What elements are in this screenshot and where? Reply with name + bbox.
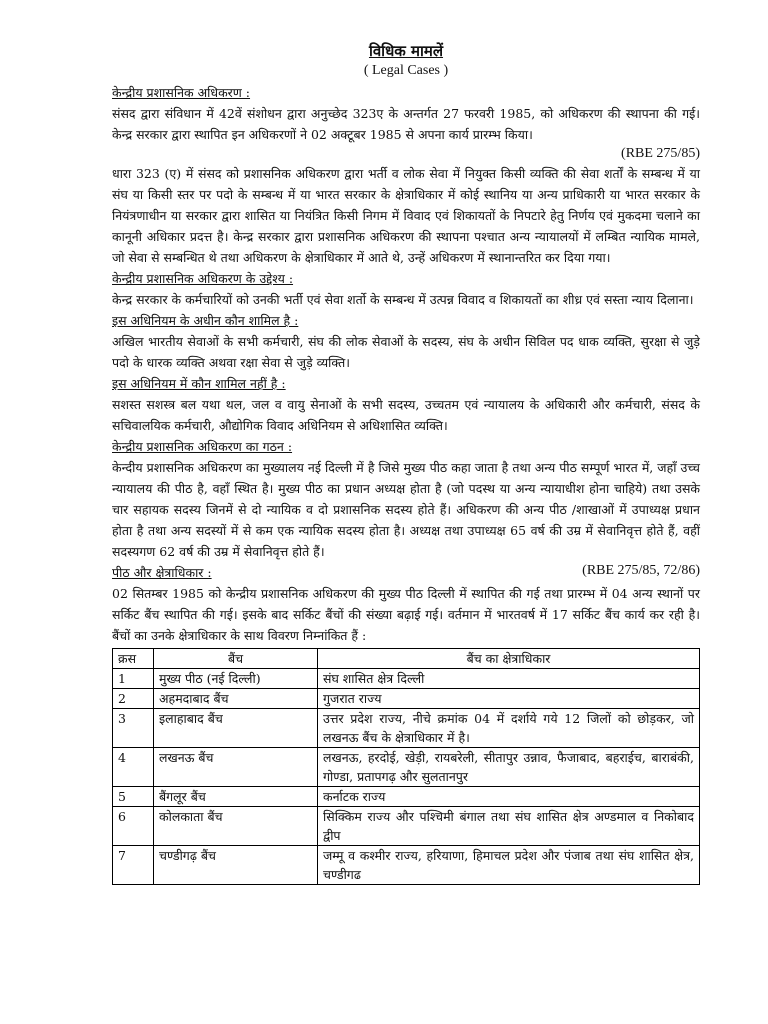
table-row (113, 807, 700, 846)
section-heading-cat: केन्द्रीय प्रशासनिक अधिकरण : (112, 85, 251, 100)
section-heading-benches: पीठ और क्षेत्राधिकार : (112, 565, 212, 580)
table-cell-jurisdiction: लखनऊ, हरदोई, खेड़ी, रायबरेली, सीतापुर उन्नाव, फैजाबाद, बहराईच, बाराबंकी, गोण्डा, प्रतापगढ़ और सुलतानपुर (318, 748, 700, 787)
table-row (113, 846, 700, 885)
table-row (113, 787, 700, 807)
table-cell-bench: बैंगलूर बैंच (154, 787, 318, 807)
table-cell-bench: चण्डीगढ़ बैंच (154, 846, 318, 885)
table-cell-serial: 3 (113, 709, 154, 748)
table-cell-jurisdiction: जम्मू व कश्मीर राज्य, हरियाणा, हिमाचल प्रदेश और पंजाब तथा संघ शासित क्षेत्र, चण्डीगढ (318, 846, 700, 885)
section-paragraph-included: अखिल भारतीय सेवाओं के सभी कर्मचारी, संघ की लोक सेवाओं के सदस्य, संघ के अधीन सिविल पद धाक व्यक्ति, सुरक्षा से जुड़े पदो के धारक व्यक्ति अथवा रक्षा सेवा से जुड़े व्यक्ति। (112, 334, 700, 370)
table-cell-bench: लखनऊ बैंच (154, 748, 318, 787)
section-paragraph-cat-2: धारा 323 (ए) में संसद को प्रशासनिक अधिकरण द्वारा भर्ती व लोक सेवा में नियुक्त किसी व्यक्ति की सेवा शर्तों के सम्बन्ध में या संघ या किसी स्तर पर पदो के सम्बन्ध में या भारत सरकार के क्षेत्राधिकार में कोई स्थानिय या अन्य प्राधिकारी या भारत सरकार के नियंत्रणाधीन या सरकार द्वारा शासित या नियंत्रित किसी निगम में विवाद एवं शिकायतों के निपटारे हेतु निर्णय एवं मुकदमा चलाने का कानूनी अधिकार प्रदत्त है। केन्द्र सरकार द्वारा प्रशासनिक अधिकरण की स्थापना पश्चात अन्य न्यायालयों में लम्बित न्यायिक मामले, जो सेवा से सम्बन्धित थे तथा अधिकरण के क्षेत्राधिकार में आते थे, उन्हें अधिकरण में स्थानान्तरित कर दिया गया। (112, 166, 700, 265)
table-cell-jurisdiction: सिक्किम राज्य और पश्चिमी बंगाल तथा संघ शासित क्षेत्र अण्डमाल व निकोबाद द्वीप (318, 807, 700, 846)
table-cell-serial: 1 (113, 669, 154, 689)
section-paragraph-objective: केन्द्र सरकार के कर्मचारियों को उनकी भर्ती एवं सेवा शर्तो के सम्बन्ध में उत्पन्न विवाद व शिकायतों का शीध्र एवं सस्ता न्याय दिलाना। (112, 292, 694, 307)
page-subtitle: ( Legal Cases ) (363, 63, 449, 78)
section-heading-included: इस अधिनियम के अधीन कौन शामिल है : (112, 313, 299, 328)
section-paragraph-formation: केन्दीय प्रशासनिक अधिकरण का मुख्यालय नई दिल्ली में है जिसे मुख्य पीठ कहा जाता है तथा अन्य पीठ सम्पूर्ण भारत में, जहाँ उच्च न्यायालय की पीठ है, वहाँ स्थित है। मुख्य पीठ का प्रधान अध्यक्ष होता है (जो पदस्थ या अन्य न्यायाधीश होना चाहिये) तथा उसके चार सहायक सदस्य जिनमें से दो न्यायिक व दो प्रशासनिक सदस्य होते हैं। अधिकरण की अन्य पीठ /शाखाओं में उपाध्यक्ष प्रधान होता है तथा अन्य सदस्यों में से कम एक न्यायिक सदस्य होता है। अध्यक्ष तथा उपाध्यक्ष 65 वर्ष की उम्र में सेवानिवृत्त होते हैं, वहीं सदस्यगण 62 वर्ष की उम्र में सेवानिवृत्त होते हैं। (112, 460, 700, 559)
benches-table (112, 648, 700, 885)
table-cell-bench: मुख्य पीठ (नई दिल्ली) (154, 669, 318, 689)
section-paragraph-cat-1: संसद द्वारा संविधान में 42वें संशोधन द्वारा अनुच्छेद 323ए के अन्तर्गत 27 फरवरी 1985, को अधिकरण की स्थापना की गई। केन्द्र सरकार द्वारा स्थापित इन अधिकरणों ने 02 अक्टूबर 1985 से अपना कार्य प्रारम्भ किया। (112, 106, 700, 142)
column-header-jurisdiction: बैंच का क्षेत्राधिकार (318, 649, 700, 669)
table-cell-jurisdiction: गुजरात राज्य (318, 689, 700, 709)
section-heading-formation: केन्द्रीय प्रशासनिक अधिकरण का गठन : (112, 439, 293, 454)
table-cell-jurisdiction: उत्तर प्रदेश राज्य, नीचे क्रमांक 04 में दर्शाये गये 12 जिलों को छोड़कर, जो लखनऊ बैंच के क्षेत्राधिकार में है। (318, 709, 700, 748)
table-cell-serial: 5 (113, 787, 154, 807)
column-header-serial: क्रस (113, 649, 154, 669)
table-cell-bench: इलाहाबाद बैंच (154, 709, 318, 748)
table-cell-serial: 2 (113, 689, 154, 709)
page-title: विधिक मामलें (368, 42, 444, 60)
section-heading-row-benches (112, 562, 700, 583)
reference-rbe-1: (RBE 275/85) (621, 146, 700, 161)
section-heading-objective: केन्द्रीय प्रशासनिक अधिकरण के उद्देश्य : (112, 271, 294, 286)
table-cell-jurisdiction: संघ शासित क्षेत्र दिल्ली (318, 669, 700, 689)
section-paragraph-excluded: सशस्त सशस्त्र बल यथा थल, जल व वायु सेनाओं के सभी सदस्य, उच्चतम एवं न्यायालय के अधिकारी और कर्मचारी, संसद के सचिवालयिक कर्मचारी, औद्योगिक विवाद अधिनियम से अधिशासित व्यक्ति। (112, 397, 700, 433)
table-row (113, 748, 700, 787)
table-row (113, 669, 700, 689)
section-paragraph-benches: 02 सितम्बर 1985 को केन्द्रीय प्रशासनिक अधिकरण की मुख्य पीठ दिल्ली में स्थापित की गई तथा प्रारम्भ में 04 अन्य स्थानों पर सर्किट बैंच स्थापित की गई। इसके बाद सर्किट बैंचों की संख्या बढ़ाई गई। वर्तमान में भारतवर्ष में 17 सर्किट बैंच कार्य कर रही है। बैंचों का उनके क्षेत्राधिकार के साथ विवरण निम्नांकित हैं : (112, 586, 700, 643)
section-heading-excluded: इस अधिनियम में कौन शामिल नहीं है : (112, 376, 286, 391)
table-cell-bench: अहमदाबाद बैंच (154, 689, 318, 709)
table-row (113, 689, 700, 709)
table-cell-serial: 6 (113, 807, 154, 846)
table-cell-bench: कोलकाता बैंच (154, 807, 318, 846)
reference-rbe-2: (RBE 275/85, 72/86) (582, 563, 700, 578)
column-header-bench: बैंच (154, 649, 318, 669)
table-cell-jurisdiction: कर्नाटक राज्य (318, 787, 700, 807)
table-cell-serial: 4 (113, 748, 154, 787)
table-cell-serial: 7 (113, 846, 154, 885)
table-header-row (113, 649, 700, 669)
table-row (113, 709, 700, 748)
